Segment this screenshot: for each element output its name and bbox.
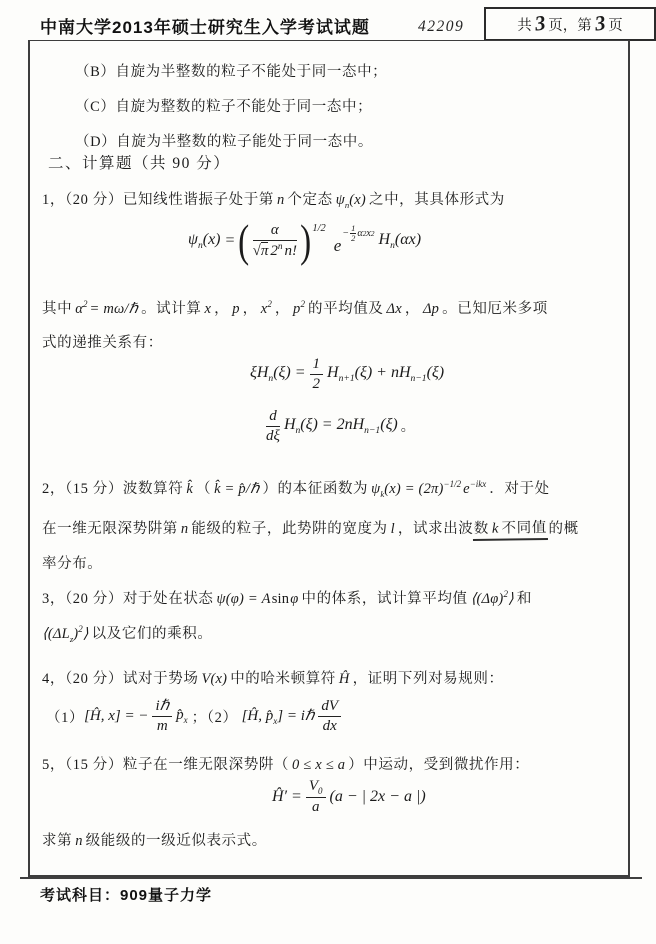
exam-title: 中南大学2013年硕士研究生入学考试试题	[40, 18, 370, 37]
text-segment: 在一维无限深势阱第	[42, 521, 178, 537]
q1-wavefunction-formula	[188, 215, 422, 266]
math-segment: n	[180, 521, 189, 537]
q4-intro	[42, 667, 504, 688]
math-segment: $H_{n+1}(\xi) + nH_{n-1}(\xi)$	[327, 364, 445, 385]
args: (x)	[202, 230, 221, 248]
base-two: 2	[270, 242, 278, 259]
q5-intro	[42, 753, 529, 774]
section-heading: 二、计算题（共 90 分）	[48, 155, 231, 172]
q3-intro	[42, 587, 532, 608]
text-segment: 的概	[548, 521, 579, 537]
text-segment: 中的体系，试计算平均值	[301, 591, 468, 607]
page-count-box	[484, 7, 656, 41]
math-segment	[336, 192, 366, 208]
text-segment: 之中，其具体形式为	[368, 192, 505, 208]
text-segment: 1，（20 分）已知线性谐振子处于第	[42, 192, 274, 208]
state-function: ψ(φ) = Asinφ	[216, 591, 299, 607]
text-segment: 能级的粒子，此势阱的宽度为	[191, 521, 388, 537]
denominator	[253, 241, 297, 260]
q1-intro	[42, 188, 505, 210]
pages-mid-label: 页，第	[548, 17, 592, 34]
text-segment: 。已知厄米多项	[442, 301, 548, 317]
page-current-handwritten: 3	[593, 9, 607, 36]
q2-intro: 2，（15 分）波数算符 k̂ （ k̂ = p̂/ℏ ）的本征函数为 $\psi_k(x) = (2\pi)^{-1/2}$ $e^{-ikx}$ ．对于处	[42, 479, 550, 499]
k-hat-operator: k̂	[186, 481, 193, 497]
text-segment: ）中运动，受到微扰作用：	[348, 757, 530, 773]
psi-symbol: ψ	[335, 192, 345, 208]
math-segment: $\xi H_n(\xi)$ =	[250, 364, 306, 385]
text-segment: 的本征函数为	[277, 481, 369, 497]
potential-symbol: V(x)	[201, 671, 228, 687]
text-segment: 其中	[42, 301, 73, 317]
variance-phi: $⟨(\Delta\varphi)^2⟩$	[470, 589, 514, 607]
math-segment: n	[75, 833, 83, 849]
math-segment	[188, 231, 221, 251]
hermite-recurrence-1	[250, 356, 444, 393]
math-segment: $\alpha^2$ = mω/ℏ	[75, 299, 139, 317]
hamiltonian-symbol: Ĥ	[338, 671, 350, 687]
text-segment: 和	[516, 591, 532, 607]
option-c-text: 自旋为整数的粒子不能处于同一态中；	[115, 99, 373, 115]
math-segment: $p^2$	[293, 299, 305, 317]
radicand: π	[260, 242, 269, 259]
right-paren: )	[300, 215, 312, 266]
q5-perturbation-formula	[272, 778, 426, 816]
q1-body-line1: 其中 $\alpha^2$ = mω/ℏ 。试计算 x ， p ， $x^2$ ， $p^2$ 的平均值及 Δx ， Δp 。已知厄米多项	[42, 299, 548, 317]
text-segment: 级能级的一级近似表示式。	[85, 833, 267, 849]
half-fraction: $\frac{1}{2}$	[310, 356, 324, 393]
option-d-text: 自旋为半整数的粒子能处于同一态中。	[116, 134, 373, 150]
exponent: n	[277, 241, 283, 252]
momentum-operator: $p̂_x$	[176, 707, 188, 726]
option-d	[75, 130, 373, 151]
q2-body-line1	[42, 517, 579, 541]
subscript: n	[197, 239, 203, 251]
math-segment: l	[390, 521, 395, 537]
math-segment: Δp	[422, 301, 440, 317]
text-segment: 个定态	[287, 192, 333, 208]
item-1-label: （1）	[46, 709, 85, 726]
subscript: n	[344, 199, 350, 210]
hermite-term	[379, 231, 422, 251]
e-symbol: e	[333, 235, 342, 255]
q3-body-line	[42, 622, 212, 644]
factorial: n!	[284, 242, 298, 259]
text-segment: 3，（20 分）对于处在状态	[42, 591, 214, 607]
option-b	[75, 60, 387, 81]
q2-body-line2: 率分布。	[42, 556, 103, 572]
q1-body-line2: 式的递推关系有：	[42, 335, 163, 351]
perturbation-expression: (a − | 2x − a |)	[329, 787, 426, 805]
text-segment: ，证明下列对易规则：	[352, 671, 504, 687]
alpha-symbol: α	[357, 228, 363, 240]
pages-total-handwritten: 3	[533, 9, 547, 36]
q4-commutators	[46, 698, 345, 735]
paren-power: 1/2	[312, 223, 326, 234]
text-segment: ，试求出波	[397, 521, 474, 537]
normalization-fraction	[253, 222, 297, 260]
text-segment: 中的哈米顿算符	[230, 671, 336, 687]
math-segment: p	[232, 301, 240, 317]
option-d-label: （D）	[75, 134, 117, 150]
hand-underline: 数 k 不同值	[473, 516, 548, 541]
q5-body-line	[42, 829, 267, 850]
radical-icon: √	[252, 242, 261, 259]
footer-divider	[20, 877, 642, 879]
numerator: α	[253, 222, 297, 241]
left-paren: (	[238, 215, 250, 266]
option-c-label: （C）	[75, 99, 116, 115]
subscript: n	[390, 239, 395, 251]
text-segment: 以及它们的乘积。	[91, 626, 213, 642]
text-segment: 。试计算	[141, 301, 202, 317]
commutator-2: [Ĥ, $p̂_x$] = iℏ	[241, 708, 315, 727]
derivative-fraction: $\frac{d}{d\xi}$	[266, 408, 280, 444]
psi-symbol: ψ	[188, 230, 198, 248]
minus-sign: −	[342, 228, 350, 240]
text-segment: 求第	[42, 833, 73, 849]
well-domain: 0 ≤ x ≤ a	[292, 757, 346, 773]
h-prime-operator: Ĥ′ =	[272, 787, 302, 805]
tiny-half-fraction: $\frac{1}{2}$	[351, 223, 356, 244]
equals-sign: =	[224, 231, 236, 249]
math-segment: k̂ = p̂/ℏ	[214, 481, 260, 497]
option-b-label: （B）	[75, 64, 116, 80]
text-segment: 4，（20 分）试对于势场	[42, 671, 199, 687]
eigenfunction: $\psi_k(x) = (2\pi)^{-1/2}$ $e^{-ikx}$	[371, 479, 487, 499]
text-segment: 5，（15 分）粒子在一维无限深势阱（	[42, 757, 290, 773]
exponential-term	[333, 223, 375, 255]
commutator-1: [Ĥ, x] = −	[84, 707, 149, 724]
ihbar-over-m-fraction: $\frac{\text{iℏ}}{m}$	[152, 698, 172, 735]
period: 。	[400, 420, 415, 436]
math-segment: $x^2$	[260, 299, 272, 317]
math-segment: $H_n(\xi) = 2nH_{n-1}(\xi)$	[283, 416, 398, 437]
hermite-recurrence-2	[262, 408, 415, 445]
e-exponent: − $\frac{1}{2}$ α 2 x 2	[342, 223, 375, 244]
exam-subject: 考试科目：909量子力学	[40, 887, 213, 904]
paper-code: 42209	[418, 18, 465, 35]
pages-total-label: 共	[517, 17, 532, 34]
v0-over-a-fraction: $\frac{V_0}{a}$	[306, 778, 326, 816]
variance-lz: $⟨(\Delta L_z)^2⟩$	[42, 624, 89, 644]
item-2-label: ；（2）	[191, 709, 238, 726]
math-segment: Δx	[386, 301, 402, 317]
option-b-text: 自旋为半整数的粒子不能处于同一态中；	[115, 64, 388, 80]
math-segment: n	[276, 192, 285, 208]
text-segment: 的平均值及	[307, 301, 384, 317]
math-segment: x	[204, 301, 212, 317]
args: (αx)	[394, 230, 422, 248]
H-symbol: H	[378, 230, 391, 248]
text-segment: 2，（15 分）波数算符	[42, 481, 184, 497]
pages-suffix-label: 页	[608, 17, 623, 34]
args: (x)	[349, 192, 366, 208]
dv-dx-fraction: $\frac{dV}{dx}$	[318, 698, 341, 735]
x-symbol: x	[366, 228, 371, 240]
text-segment: ．对于处	[489, 481, 550, 497]
option-c	[75, 95, 372, 116]
